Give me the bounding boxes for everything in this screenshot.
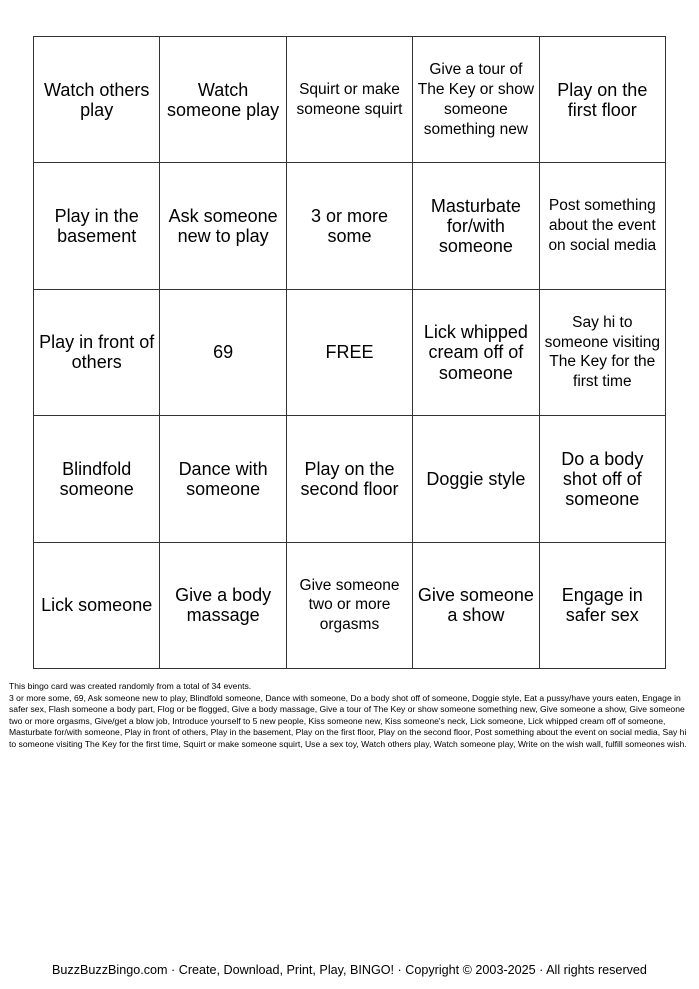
bingo-card [33,36,666,669]
bingo-cell-o5: Engage in safer sex [540,543,666,669]
bingo-cell-i2: Ask someone new to play [160,163,286,289]
bingo-cell-b1: Watch others play [34,37,160,163]
bingo-cell-i5: Give a body massage [160,543,286,669]
bingo-cell-o1: Play on the first floor [540,37,666,163]
bingo-cell-o4: Do a body shot off of someone [540,416,666,542]
bingo-cell-g3: Lick whipped cream off of someone [413,290,539,416]
bingo-cell-n5: Give someone two or more orgasms [287,543,413,669]
bingo-cell-g5: Give someone a show [413,543,539,669]
bingo-cell-b5: Lick someone [34,543,160,669]
bingo-cell-i3: 69 [160,290,286,416]
bingo-cell-o3: Say hi to someone visiting The Key for the first time [540,290,666,416]
bingo-cell-n2: 3 or more some [287,163,413,289]
bingo-cell-i4: Dance with someone [160,416,286,542]
bingo-cell-i1: Watch someone play [160,37,286,163]
bingo-cell-g2: Masturbate for/with someone [413,163,539,289]
created-note: This bingo card was created randomly from a total of 34 events. [9,681,252,691]
event-list: 3 or more some, 69, Ask someone new to play, Blindfold someone, Dance with someone, Do a body shot off of someone, Doggie style, Eat a pussy/have yours eaten, Engage in safer sex, Flash someone a body part, Flog or be flogged, Give a body massage, Give a tour of The Key or show someone something new, Give someone a show, Give someone two or more orgasms, Give/get a blow job, Introduce yourself to 5 new people, Kiss someone new, Kiss someone's neck, Lick someone, Lick whipped cream off of someone, Masturbate for/with someone, Play in front of others, Play in the basement, Play on the first floor, Play on the second floor, Post something about the event on social media, Say hi to someone visiting The Key for the first time, Squirt or make someone squirt, Use a sex toy, Watch others play, Watch someone play, Write on the wish wall, fulfill someones wish. [9,692,687,749]
bingo-cell-free: FREE [287,290,413,416]
bingo-cell-b4: Blindfold someone [34,416,160,542]
bingo-cell-n1: Squirt or make someone squirt [287,37,413,163]
bingo-cell-g1: Give a tour of The Key or show someone something new [413,37,539,163]
bingo-cell-b3: Play in front of others [34,290,160,416]
bingo-cell-o2: Post something about the event on social media [540,163,666,289]
card-info [9,681,691,751]
footer-copyright: BuzzBuzzBingo.com · Create, Download, Print, Play, BINGO! · Copyright © 2003-2025 · All rights reserved [52,963,647,977]
bingo-cell-n4: Play on the second floor [287,416,413,542]
bingo-cell-g4: Doggie style [413,416,539,542]
bingo-cell-b2: Play in the basement [34,163,160,289]
